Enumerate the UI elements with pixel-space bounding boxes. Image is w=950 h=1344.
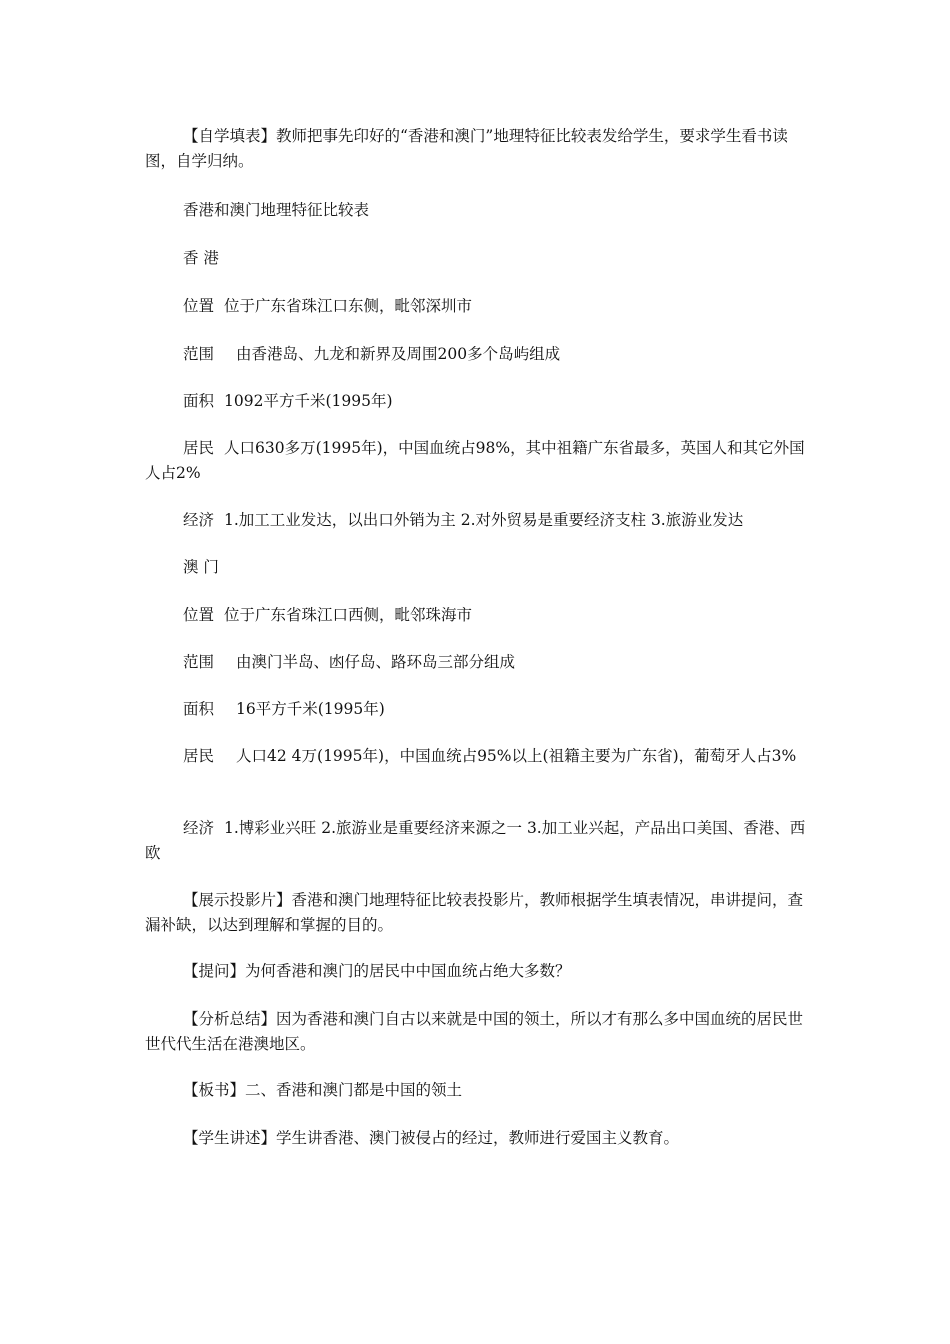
macau-area-label: 面积 [183, 700, 215, 718]
macau-residents-label: 居民 [183, 747, 215, 765]
macau-scope-row [183, 650, 515, 675]
analysis-paragraph: 【分析总结】因为香港和澳门自古以来就是中国的领土，所以才有那么多中国血统的居民世世代代生活在港澳地区。 [145, 1010, 804, 1053]
intro-paragraph: 【自学填表】教师把事先印好的“香港和澳门”地理特征比较表发给学生，要求学生看书读图，自学归纳。 [145, 127, 788, 170]
table-title: 香港和澳门地理特征比较表 [183, 201, 370, 219]
macau-residents-value: 人口42 4万(1995年)，中国血统占95%以上(祖籍主要为广东省)，葡萄牙人占3% [236, 747, 797, 765]
hongkong-location-label: 位置 [183, 297, 215, 315]
board-paragraph: 【板书】二、香港和澳门都是中国的领土 [183, 1081, 463, 1099]
macau-location-value: 位于广东省珠江口西侧，毗邻珠海市 [224, 606, 473, 624]
macau-scope-label: 范围 [183, 653, 215, 671]
hongkong-location-row [183, 294, 472, 319]
hongkong-scope-row [183, 342, 560, 367]
hongkong-economy-value: 1.加工工业发达，以出口外销为主 2.对外贸易是重要经济支柱 3.旅游业发达 [224, 511, 744, 529]
hongkong-scope-label: 范围 [183, 345, 215, 363]
macau-economy-value: 1.博彩业兴旺 2.旅游业是重要经济来源之一 3.加工业兴起，产品出口美国、香港、西欧 [145, 819, 806, 862]
student-paragraph: 【学生讲述】学生讲香港、澳门被侵占的经过，教师进行爱国主义教育。 [183, 1129, 680, 1147]
macau-economy-row [145, 816, 810, 866]
hongkong-area-label: 面积 [183, 392, 215, 410]
hongkong-economy-label: 经济 [183, 511, 215, 529]
slides-paragraph: 【展示投影片】香港和澳门地理特征比较表投影片，教师根据学生填表情况，串讲提问，查漏补缺，以达到理解和掌握的目的。 [145, 891, 804, 934]
hongkong-location-value: 位于广东省珠江口东侧，毗邻深圳市 [224, 297, 473, 315]
macau-area-value: 16平方千米(1995年) [236, 700, 385, 718]
macau-heading: 澳 门 [183, 558, 219, 576]
hongkong-residents-value: 人口630多万(1995年)，中国血统占98%，其中祖籍广东省最多，英国人和其它外国人占2% [145, 439, 805, 482]
macau-location-row [183, 603, 472, 628]
hongkong-area-row [183, 389, 393, 414]
hongkong-economy-row [183, 508, 743, 533]
hongkong-residents-label: 居民 [183, 439, 215, 457]
macau-scope-value: 由澳门半岛、凼仔岛、路环岛三部分组成 [236, 653, 516, 671]
hongkong-residents-row [145, 436, 810, 486]
macau-residents-row [145, 744, 810, 769]
question-paragraph: 【提问】为何香港和澳门的居民中中国血统占绝大多数？ [183, 962, 571, 980]
hongkong-heading: 香 港 [183, 249, 219, 267]
macau-economy-label: 经济 [183, 819, 215, 837]
hongkong-scope-value: 由香港岛、九龙和新界及周围200多个岛屿组成 [236, 345, 561, 363]
hongkong-area-value: 1092平方千米(1995年) [224, 392, 393, 410]
macau-area-row [183, 697, 385, 722]
macau-location-label: 位置 [183, 606, 215, 624]
